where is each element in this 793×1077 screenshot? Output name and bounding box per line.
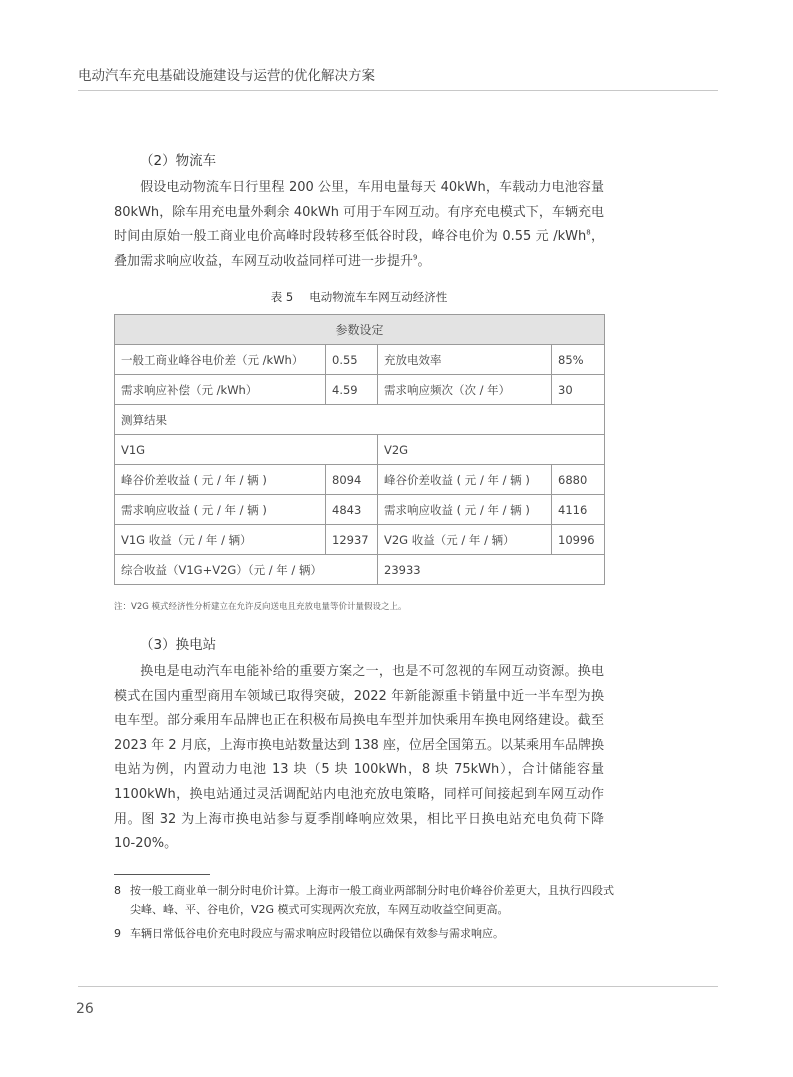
table-row (115, 465, 605, 495)
table-cell: 12937 (326, 525, 378, 555)
footnote-9 (114, 924, 614, 943)
table-row (115, 435, 605, 465)
table-row (115, 405, 605, 435)
table-cell: 峰谷价差收益 ( 元 / 年 / 辆 ) (115, 465, 326, 495)
v2g-header-cell: V2G (378, 435, 605, 465)
table-cell: 需求响应收益 ( 元 / 年 / 辆 ) (378, 495, 552, 525)
table-note: 注：V2G 模式经济性分析建立在允许反向送电且充放电量等价计量假设之上。 (114, 602, 407, 612)
footnote-8 (114, 881, 614, 919)
total-value-cell: 23933 (378, 555, 605, 585)
section-heading-swap: （3）换电站 (140, 637, 217, 653)
table-cell: 85% (552, 345, 605, 375)
table-cell: 4.59 (326, 375, 378, 405)
table-row (115, 525, 605, 555)
table-cell: 需求响应补偿（元 /kWh） (115, 375, 326, 405)
economics-table (114, 314, 605, 585)
table-cell: 6880 (552, 465, 605, 495)
table-caption-number: 表 5 (270, 290, 294, 304)
table-row (115, 495, 605, 525)
paragraph-logistics-end: 。 (417, 253, 431, 269)
table-caption (114, 289, 604, 305)
paragraph-logistics (114, 176, 604, 274)
table-row (115, 315, 605, 345)
paragraph-logistics-tail: ，叠加需求响应收益，车网互动收益同样可进一步提升 (114, 229, 604, 269)
footnote-ref-8[interactable]: 8 (586, 228, 591, 237)
paragraph-swap (114, 660, 604, 857)
table-row (115, 375, 605, 405)
results-header-cell: 测算结果 (115, 405, 605, 435)
table-cell: 需求响应收益 ( 元 / 年 / 辆 ) (115, 495, 326, 525)
footnote-number: 8 (114, 884, 121, 897)
footnote-text: 按一般工商业单一制分时电价计算。上海市一般工商业两部制分时电价峰谷价差更大，且执行四段式尖峰、峰、平、谷电价，V2G 模式可实现两次充放，车网互动收益空间更高。 (130, 884, 614, 916)
table-cell: V1G 收益（元 / 年 / 辆） (115, 525, 326, 555)
table-cell: 4116 (552, 495, 605, 525)
table-cell: 4843 (326, 495, 378, 525)
total-label-cell: 综合收益（V1G+V2G）（元 / 年 / 辆） (115, 555, 378, 585)
footnote-text: 车辆日常低谷电价充电时段应与需求响应时段错位以确保有效参与需求响应。 (130, 927, 504, 940)
v1g-header-cell: V1G (115, 435, 378, 465)
table-cell: 10996 (552, 525, 605, 555)
paragraph-logistics-main: 假设电动物流车日行里程 200 公里，车用电量每天 40kWh，车载动力电池容量 80kWh，除车用充电量外剩余 40kWh 可用于车网互动。有序充电模式下，车辆充电时间由原始一般工商业电价高峰时段转移至低谷时段，峰谷电价为 0.55 元 /kWh (114, 180, 604, 245)
section-heading-logistics: （2）物流车 (140, 153, 217, 169)
footnote-divider (114, 874, 210, 875)
table-cell: 8094 (326, 465, 378, 495)
table-cell: 峰谷价差收益 ( 元 / 年 / 辆 ) (378, 465, 552, 495)
table-caption-title: 电动物流车车网互动经济性 (309, 290, 448, 304)
table-cell: V2G 收益（元 / 年 / 辆） (378, 525, 552, 555)
table-cell: 一般工商业峰谷电价差（元 /kWh） (115, 345, 326, 375)
paragraph-swap-text: 换电是电动汽车电能补给的重要方案之一，也是不可忽视的车网互动资源。换电模式在国内重型商用车领域已取得突破，2022 年新能源重卡销量中近一半车型为换电车型。部分乘用车品牌也正在积极布局换电车型并加快乘用车换电网络建设。截至 2023 年 2 月底，上海市换电站数量达到 138 座，位居全国第五。以某乘用车品牌换电站为例，内置动力电池 13 块（5 块 100kWh，8 块 75kWh），合计储能容量 1100kWh，换电站通过灵活调配站内电池充放电策略，同样可间接起到车网互动作用。图 32 为上海市换电站参与夏季削峰响应效果，相比平日换电站充电负荷下降 10-20%。 (114, 664, 604, 852)
footnote-ref-9[interactable]: 9 (413, 253, 418, 262)
table-cell: 0.55 (326, 345, 378, 375)
table-cell: 充放电效率 (378, 345, 552, 375)
table-cell: 30 (552, 375, 605, 405)
header-divider (78, 90, 718, 91)
running-header: 电动汽车充电基础设施建设与运营的优化解决方案 (78, 68, 375, 84)
table-row (115, 555, 605, 585)
page-number: 26 (76, 1001, 94, 1017)
table-row (115, 345, 605, 375)
params-header-cell: 参数设定 (115, 315, 605, 345)
footer-divider (78, 986, 718, 987)
table-cell: 需求响应频次（次 / 年） (378, 375, 552, 405)
footnote-number: 9 (114, 927, 121, 940)
